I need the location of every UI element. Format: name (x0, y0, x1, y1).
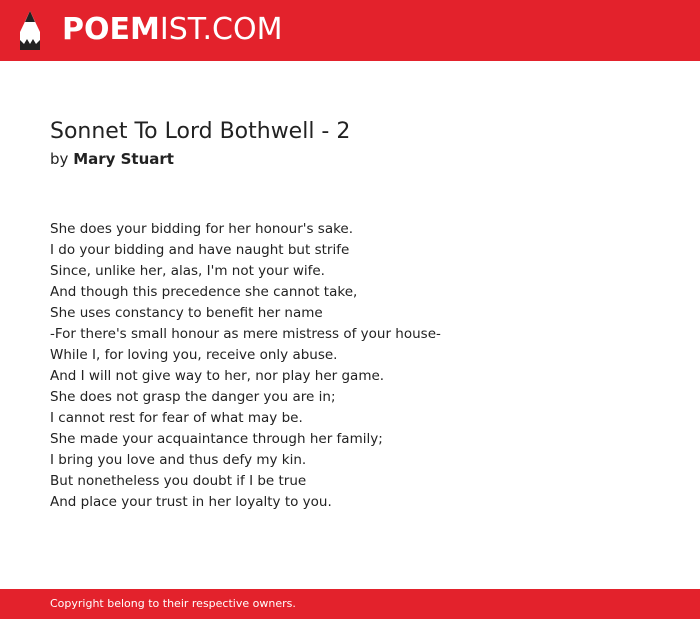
poem-line: She made your acquaintance through her family; (50, 431, 383, 447)
by-label: by (50, 150, 69, 168)
site-logo[interactable] (62, 12, 282, 48)
poem-line: I do your bidding and have naught but strife (50, 242, 350, 258)
logo-text-light: IST.COM (159, 12, 283, 47)
poem-line: And place your trust in her loyalty to you. (50, 494, 332, 510)
logo-text-strong: POEM (62, 12, 160, 47)
poem-body (50, 219, 441, 513)
poem-line: She does not grasp the danger you are in; (50, 389, 336, 405)
poem-line: She does your bidding for her honour's sake. (50, 221, 354, 237)
poem-line: And though this precedence she cannot take, (50, 284, 358, 300)
site-footer (0, 589, 700, 619)
pencil-tip-icon[interactable] (18, 10, 42, 52)
author-name: Mary Stuart (73, 150, 174, 168)
copyright-text: Copyright belong to their respective owners. (50, 597, 296, 610)
poem-line: I cannot rest for fear of what may be. (50, 410, 303, 426)
poem-line: But nonetheless you doubt if I be true (50, 473, 307, 489)
poem-line: -For there's small honour as mere mistress of your house- (50, 326, 441, 342)
poem-byline (50, 149, 174, 169)
poem-line: I bring you love and thus defy my kin. (50, 452, 307, 468)
site-header (0, 0, 700, 61)
poem-line: She uses constancy to benefit her name (50, 305, 323, 321)
poem-line: Since, unlike her, alas, I'm not your wife. (50, 263, 325, 279)
poem-line: While I, for loving you, receive only abuse. (50, 347, 338, 363)
poem-line: And I will not give way to her, nor play her game. (50, 368, 385, 384)
poem-title: Sonnet To Lord Bothwell - 2 (50, 119, 351, 144)
